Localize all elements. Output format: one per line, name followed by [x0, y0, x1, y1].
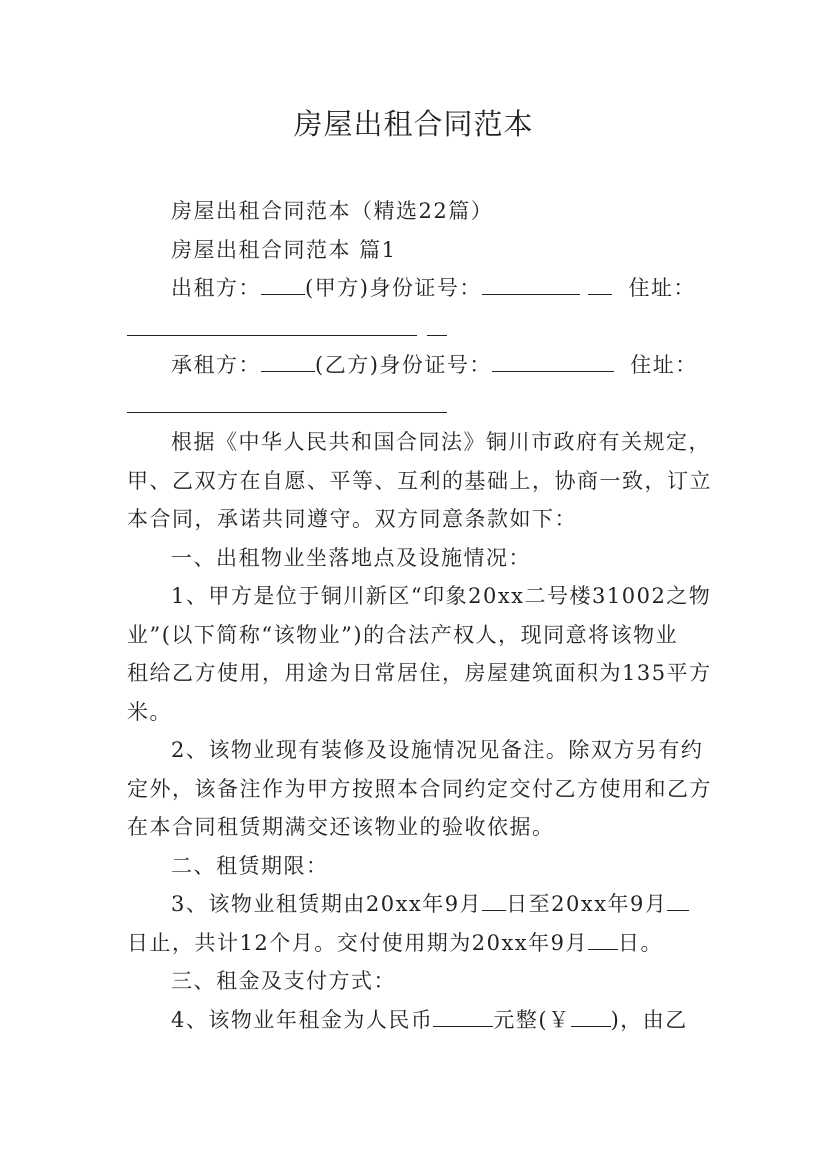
section-heading: 房屋出租合同范本 篇1 [171, 237, 397, 262]
lessor-line: 出租方： (甲方)身份证号： 住址： [171, 276, 696, 300]
blank-field [588, 274, 612, 295]
paragraph-line: 米。 [127, 699, 172, 724]
blank-field [261, 351, 315, 372]
blank-field [261, 274, 305, 295]
blank-field [482, 890, 506, 911]
paragraph-line: 在本合同租赁期满交还该物业的验收依据。 [127, 815, 555, 839]
blank-field [571, 1006, 611, 1027]
lease-term-line: 日止，共计12个月。交付使用期为20xx年9月 日。 [127, 930, 663, 955]
blank-field [588, 929, 618, 950]
paragraph-line: 甲、乙双方在自愿、平等、互利的基础上，协商一致，订立 [127, 468, 712, 493]
lessee-address-blank [127, 385, 713, 424]
subtitle-line: 房屋出租合同范本（精选22篇） [171, 199, 494, 223]
lease-term-line: 3、该物业租赁期由20xx年9月 日至20xx年9月 [127, 885, 713, 924]
document-title: 房屋出租合同范本 [293, 107, 534, 141]
paragraph-line: 2、该物业现有装修及设施情况见备注。除双方另有约 [171, 738, 704, 762]
paragraph-line: 根据《中华人民共和国合同法》铜川市政府有关规定， [171, 430, 711, 454]
blank-field [667, 890, 689, 911]
blank-field [492, 351, 614, 372]
clause-heading: 一、出租物业坐落地点及设施情况： [171, 545, 531, 570]
rent-line: 4、该物业年租金为人民币 元整(￥ )，由乙 [171, 1007, 688, 1032]
lessor-address-blank [127, 308, 713, 347]
paragraph-line: 1、甲方是位于铜川新区“印象20xx二号楼31002之物 [171, 584, 712, 608]
paragraph-line: 定外，该备注作为甲方按照本合同约定交付乙方使用和乙方 [127, 776, 712, 801]
lessee-line: 承租方： (乙方)身份证号： 住址： [171, 353, 698, 377]
paragraph-line: 本合同，承诺共同遵守。双方同意条款如下： [127, 507, 577, 531]
document-body [127, 192, 713, 1039]
blank-field [433, 1006, 493, 1027]
clause-heading: 三、租金及支付方式： [171, 969, 396, 993]
paragraph-line: 租给乙方使用，用途为日常居住，房屋建筑面积为135平方 [127, 661, 712, 685]
clause-heading: 二、租赁期限： [171, 853, 329, 878]
paragraph-line: 业”(以下简称“该物业”)的合法产权人，现同意将该物业 [127, 622, 679, 647]
blank-field [482, 274, 580, 295]
